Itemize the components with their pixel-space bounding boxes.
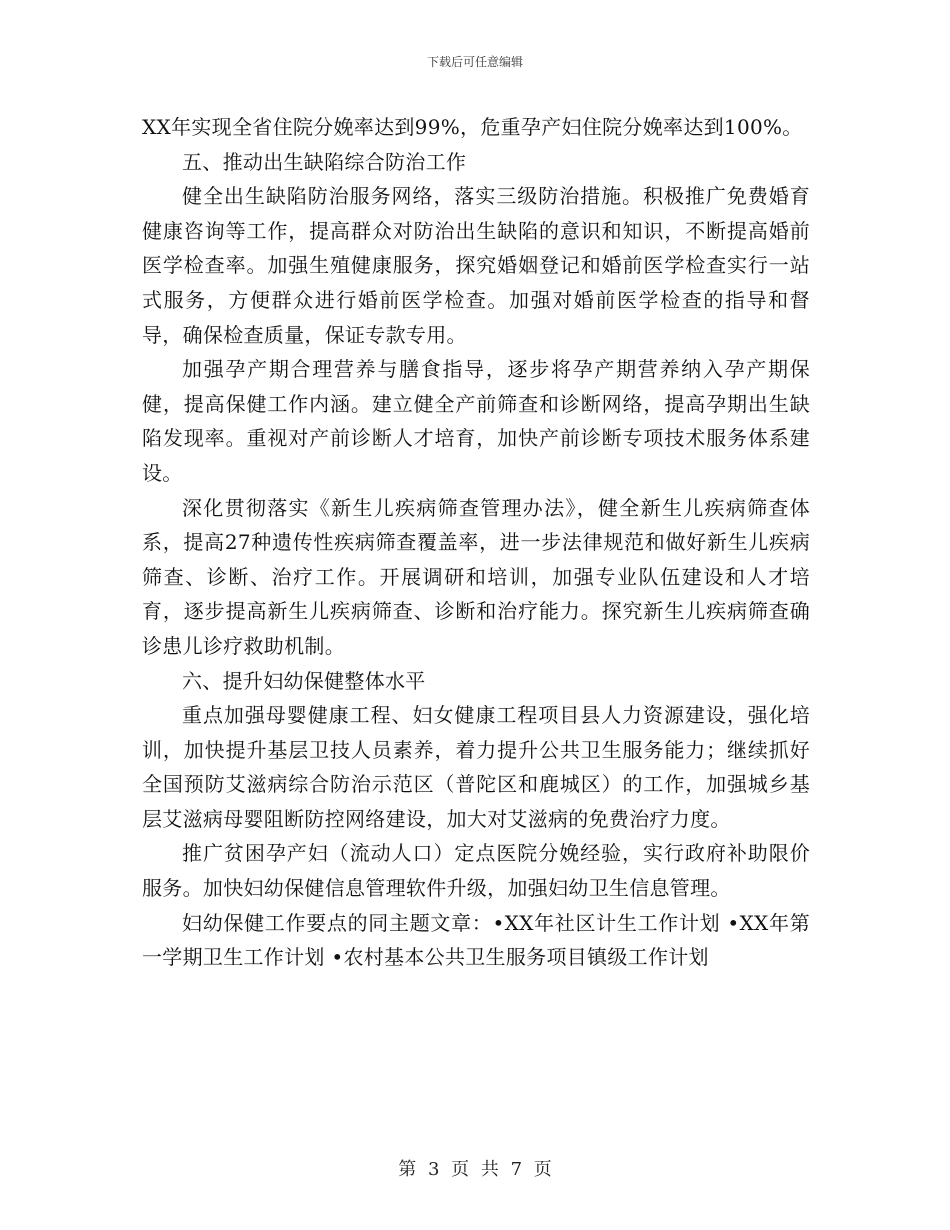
document-body xyxy=(142,110,810,975)
paragraph: 重点加强母婴健康工程、妇女健康工程项目县人力资源建设，强化培训，加快提升基层卫技人员素养，着力提升公共卫生服务能力；继续抓好全国预防艾滋病综合防治示范区（普陀区和鹿城区）的工作，加强城乡基层艾滋病母婴阻断防控网络建设，加大对艾滋病的免费治疗力度。 xyxy=(142,703,810,831)
related-articles: 妇幼保健工作要点的同主题文章：•XX年社区计生工作计划 •XX年第一学期卫生工作计划 •农村基本公共卫生服务项目镇级工作计划 xyxy=(142,910,810,970)
section-heading: 六、提升妇幼保健整体水平 xyxy=(182,668,426,693)
page-number-footer: 第 3 页 共 7 页 xyxy=(398,1159,552,1180)
paragraph: 推广贫困孕产妇（流动人口）定点医院分娩经验，实行政府补助限价服务。加快妇幼保健信息管理软件升级，加强妇幼卫生信息管理。 xyxy=(142,841,810,901)
paragraph: XX年实现全省住院分娩率达到99%，危重孕产妇住院分娩率达到100%。 xyxy=(142,115,803,139)
page-header: 下载后可任意编辑 xyxy=(426,55,523,69)
paragraph: 深化贯彻落实《新生儿疾病筛查管理办法》，健全新生儿疾病筛查体系，提高27种遗传性疾病筛查覆盖率，进一步法律规范和做好新生儿疾病筛查、诊断、治疗工作。开展调研和培训，加强专业队伍建设和人才培育，逐步提高新生儿疾病筛查、诊断和治疗能力。探究新生儿疾病筛查确诊患儿诊疗救助机制。 xyxy=(142,495,810,658)
paragraph: 加强孕产期合理营养与膳食指导，逐步将孕产期营养纳入孕产期保健，提高保健工作内涵。建立健全产前筛查和诊断网络，提高孕期出生缺陷发现率。重视对产前诊断人才培育，加快产前诊断专项技术服务体系建设。 xyxy=(142,357,810,485)
section-heading: 五、推动出生缺陷综合防治工作 xyxy=(182,149,467,174)
paragraph: 健全出生缺陷防治服务网络，落实三级防治措施。积极推广免费婚育健康咨询等工作，提高群众对防治出生缺陷的意识和知识，不断提高婚前医学检查率。加强生殖健康服务，探究婚姻登记和婚前医学检查实行一站式服务，方便群众进行婚前医学检查。加强对婚前医学检查的指导和督导，确保检查质量，保证专款专用。 xyxy=(142,184,810,347)
